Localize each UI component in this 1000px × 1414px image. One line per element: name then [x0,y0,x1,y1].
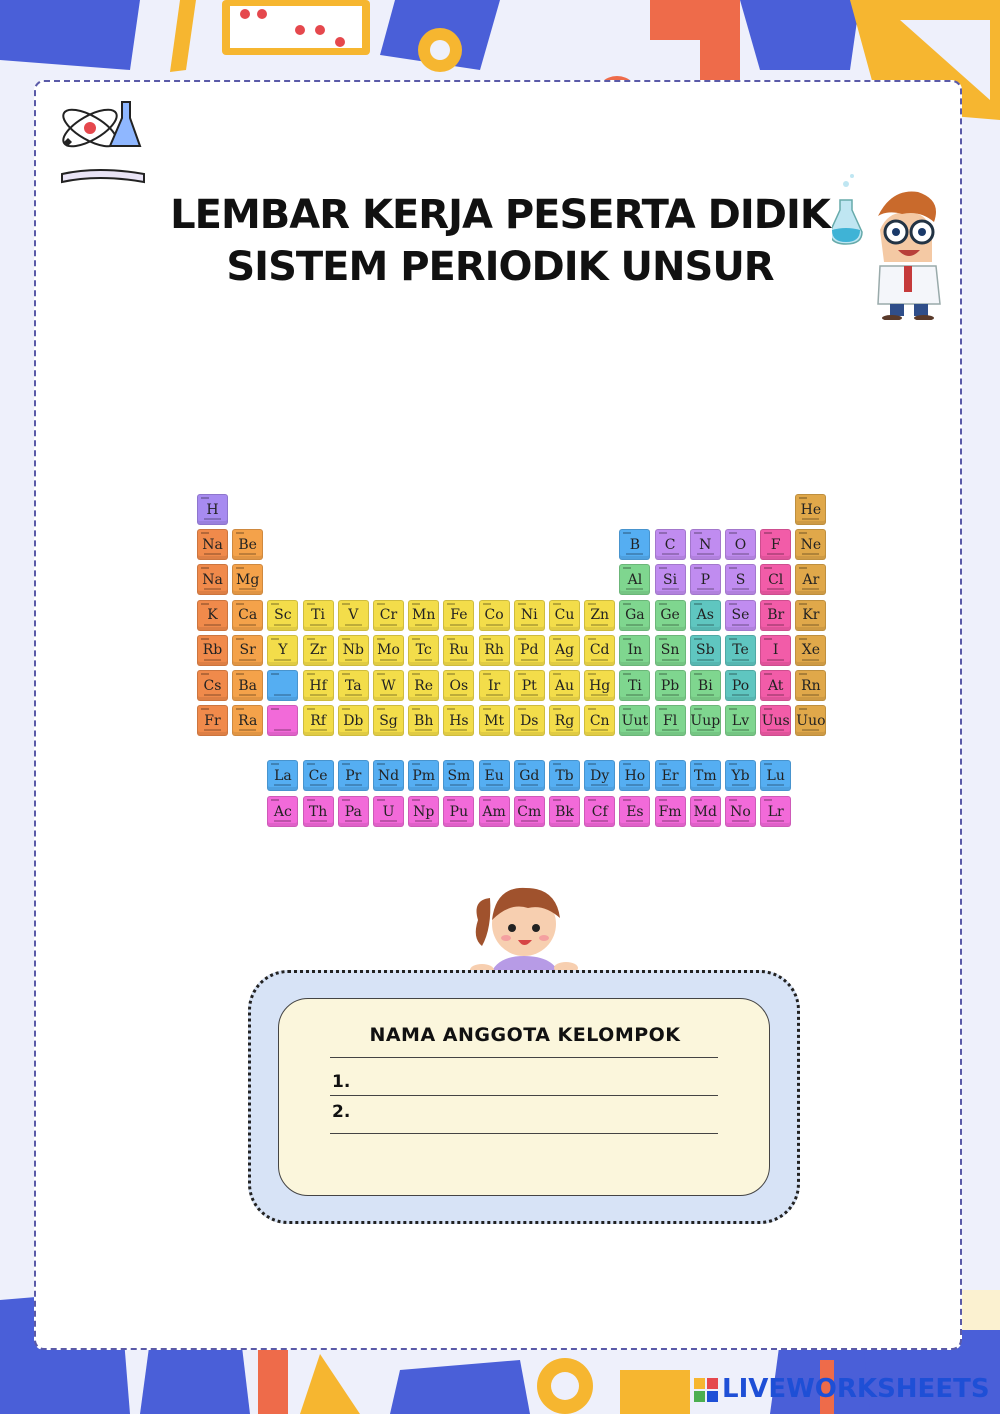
element-i: I [760,635,791,666]
element-mg: Mg [232,564,263,595]
element-ar: Ar [795,564,826,595]
page-title-line-2: SISTEM PERIODIK UNSUR [226,244,774,290]
element-po: Po [725,670,756,701]
element-uuo: Uuo [795,705,826,736]
element-pr: Pr [338,760,369,791]
element-gd: Gd [514,760,545,791]
member-1-answer-line[interactable] [330,1095,718,1096]
element-sn: Sn [655,635,686,666]
element-dy: Dy [584,760,615,791]
liveworksheets-watermark: LIVEWORKSHEETS [722,1374,990,1404]
element-hf: Hf [303,670,334,701]
element-cu: Cu [549,600,580,631]
element-uus: Uus [760,705,791,736]
element-ag: Ag [549,635,580,666]
element-mt: Mt [479,705,510,736]
element-ac: Ac [267,796,298,827]
element-ds: Ds [514,705,545,736]
element-pt: Pt [514,670,545,701]
element-pd: Pd [514,635,545,666]
element-re: Re [408,670,439,701]
element-si: Si [655,564,686,595]
element-sg: Sg [373,705,404,736]
element-xe: Xe [795,635,826,666]
element-k: K [197,600,228,631]
element-pa: Pa [338,796,369,827]
girl-illustration [468,880,588,976]
element-te: Te [725,635,756,666]
element-la: La [267,760,298,791]
element-ne: Ne [795,529,826,560]
element-sc: Sc [267,600,298,631]
element-h: H [197,494,228,525]
element-ru: Ru [443,635,474,666]
element-pu: Pu [443,796,474,827]
element-ca: Ca [232,600,263,631]
members-box-title: NAMA ANGGOTA KELOMPOK [369,1024,681,1046]
element-sm: Sm [443,760,474,791]
element-ce: Ce [303,760,334,791]
element-rn: Rn [795,670,826,701]
element-rf: Rf [303,705,334,736]
element-na: Na [197,529,228,560]
element-y: Y [267,635,298,666]
title-underline [330,1057,718,1058]
element-pb: Pb [655,670,686,701]
element-am: Am [479,796,510,827]
element-cm: Cm [514,796,545,827]
element-pm: Pm [408,760,439,791]
element-cd: Cd [584,635,615,666]
element-ta: Ta [338,670,369,701]
element-in: In [619,635,650,666]
element-hs: Hs [443,705,474,736]
element-zr: Zr [303,635,334,666]
science-logo-icon [44,88,152,188]
element-cn: Cn [584,705,615,736]
element-cr: Cr [373,600,404,631]
element-b: B [619,529,650,560]
element-os: Os [443,670,474,701]
element-th: Th [303,796,334,827]
element-c: C [655,529,686,560]
element-at: At [760,670,791,701]
element-nb: Nb [338,635,369,666]
element-hg: Hg [584,670,615,701]
element-zn: Zn [584,600,615,631]
element-rg: Rg [549,705,580,736]
element-mn: Mn [408,600,439,631]
element-lv: Lv [725,705,756,736]
element-ga: Ga [619,600,650,631]
element-n: N [690,529,721,560]
element-p: P [690,564,721,595]
element-fr: Fr [197,705,228,736]
element-cl: Cl [760,564,791,595]
element-uut: Uut [619,705,650,736]
element-bi: Bi [690,670,721,701]
element-sb: Sb [690,635,721,666]
element-ba: Ba [232,670,263,701]
element-ge: Ge [655,600,686,631]
element-f: F [760,529,791,560]
element-tc: Tc [408,635,439,666]
element-db: Db [338,705,369,736]
element-he: He [795,494,826,525]
element-na: Na [197,564,228,595]
element-w: W [373,670,404,701]
element-as: As [690,600,721,631]
element-sr: Sr [232,635,263,666]
element-s: S [725,564,756,595]
element-ti: Ti [619,670,650,701]
element-co: Co [479,600,510,631]
element-br: Br [760,600,791,631]
element-md: Md [690,796,721,827]
element-nd: Nd [373,760,404,791]
element-fe: Fe [443,600,474,631]
element-eu: Eu [479,760,510,791]
element-lu: Lu [760,760,791,791]
element-np: Np [408,796,439,827]
element-ho: Ho [619,760,650,791]
element-rh: Rh [479,635,510,666]
element-se: Se [725,600,756,631]
element-be: Be [232,529,263,560]
element-tm: Tm [690,760,721,791]
element-o: O [725,529,756,560]
element-ti: Ti [303,600,334,631]
element-er: Er [655,760,686,791]
element-ra: Ra [232,705,263,736]
element-kr: Kr [795,600,826,631]
element-cf: Cf [584,796,615,827]
element-no: No [725,796,756,827]
element-al: Al [619,564,650,595]
element-mo: Mo [373,635,404,666]
page-title-line-1: LEMBAR KERJA PESERTA DIDIK [170,192,830,238]
element-bh: Bh [408,705,439,736]
element-bk: Bk [549,796,580,827]
element-uup: Uup [690,705,721,736]
liveworksheets-logo-icon [694,1378,718,1402]
element-fm: Fm [655,796,686,827]
element-yb: Yb [725,760,756,791]
member-1-label: 1. [332,1072,351,1092]
member-2-answer-line[interactable] [330,1133,718,1134]
element-ni: Ni [514,600,545,631]
element-es: Es [619,796,650,827]
element-lr: Lr [760,796,791,827]
element-fl: Fl [655,705,686,736]
element-rb: Rb [197,635,228,666]
element-ir: Ir [479,670,510,701]
element-cs: Cs [197,670,228,701]
element-au: Au [549,670,580,701]
element-v: V [338,600,369,631]
member-2-label: 2. [332,1102,351,1122]
element-u: U [373,796,404,827]
element-tb: Tb [549,760,580,791]
